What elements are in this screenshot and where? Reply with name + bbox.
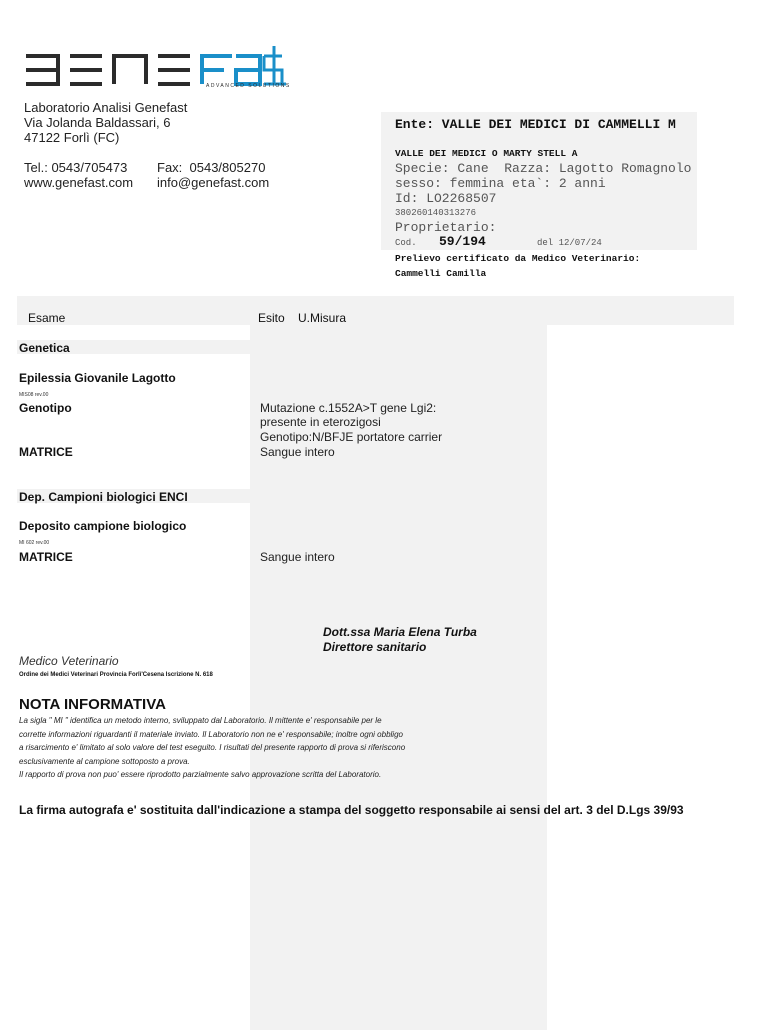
dog-id: Id: LO2268507 xyxy=(395,191,497,206)
table-header-band xyxy=(17,296,734,325)
col-exam-header: Esame xyxy=(28,311,66,325)
chip-number: 380260140313276 xyxy=(395,208,477,218)
sex-age: sesso: femmina eta`: 2 anni xyxy=(395,176,606,191)
lab-address: Via Jolanda Baldassari, 6 xyxy=(24,115,171,130)
note-line: corrette informazioni riguardanti il materiale inviato. Il Laboratorio non ne e' responsabile; inoltre ogni obbligo xyxy=(19,729,403,739)
signer-role: Direttore sanitario xyxy=(323,640,427,654)
note-line: a risarcimento e' limitato al solo valore del test eseguito. I risultati del presente rapporto di prova si riferiscono xyxy=(19,743,406,752)
lab-tel: Tel.: 0543/705473 xyxy=(24,160,128,175)
vet-title: Medico Veterinario xyxy=(19,654,119,668)
logo xyxy=(24,44,291,94)
report-date: del 12/07/24 xyxy=(537,238,602,248)
result-line: Mutazione c.1552A>T gene Lgi2: xyxy=(260,401,437,415)
result-line: presente in eterozigosi xyxy=(260,415,381,429)
dog-name: VALLE DEI MEDICI O MARTY STELL A xyxy=(395,148,578,159)
result-line: Sangue intero xyxy=(260,550,335,564)
method-code: MIS08 rev.00 xyxy=(19,392,49,398)
col-unit-header: U.Misura xyxy=(298,311,347,325)
lab-web: www.genefast.com xyxy=(24,175,134,190)
lab-email: info@genefast.com xyxy=(157,175,270,190)
section-heading-genetica: Genetica xyxy=(19,341,70,355)
note-line: Il rapporto di prova non puo' essere riprodotto parzialmente salvo approvazione scritta del Laboratorio. xyxy=(19,770,382,779)
col-result-header: Esito xyxy=(258,311,285,325)
lab-city: 47122 Forlì (FC) xyxy=(24,130,120,145)
signature-law-footer: La firma autografa e' sostituita dall'indicazione a stampa del soggetto responsabile ai sensi del art. 3 del D.Lgs 39/93 xyxy=(19,803,684,817)
result-line: Genotipo:N/BFJE portatore carrier xyxy=(260,430,443,444)
lab-fax: Fax: 0543/805270 xyxy=(157,160,266,175)
logo-subtitle: ADVANCED SOLUTIONS xyxy=(206,83,291,89)
result-line: Sangue intero xyxy=(260,445,335,459)
method-code: MI 602 rev.00 xyxy=(19,540,50,546)
ente-line: Ente: VALLE DEI MEDICI DI CAMMELLI M xyxy=(395,117,676,132)
test-name: Deposito campione biologico xyxy=(19,519,187,533)
row-label-matrice: MATRICE xyxy=(19,445,73,459)
sampling-line1: Prelievo certificato da Medico Veterinario: xyxy=(395,253,641,264)
row-label-matrice: MATRICE xyxy=(19,550,73,564)
test-name: Epilessia Giovanile Lagotto xyxy=(19,371,176,385)
sampling-line2: Cammelli Camilla xyxy=(395,268,487,279)
section-heading-enci: Dep. Campioni biologici ENCI xyxy=(19,490,188,504)
owner-label: Proprietario: xyxy=(395,220,497,235)
cod-label: Cod. xyxy=(395,238,417,248)
species-breed: Specie: Cane Razza: Lagotto Romagnolo xyxy=(395,161,692,176)
row-label-genotipo: Genotipo xyxy=(19,401,72,415)
note-line: esclusivamente al campione sottoposto a prova. xyxy=(19,756,190,766)
vet-registration: Ordine dei Medici Veterinari Provincia Forlì'Cesena Iscrizione N. 618 xyxy=(19,672,213,678)
note-title: NOTA INFORMATIVA xyxy=(19,696,166,713)
note-body xyxy=(19,714,405,782)
note-line: La sigla " MI " identifica un metodo interno, sviluppato dal Laboratorio. Il mittente e' responsabile per le xyxy=(19,716,382,725)
cod-value: 59/194 xyxy=(439,234,486,249)
lab-name: Laboratorio Analisi Genefast xyxy=(24,100,188,115)
signer-name: Dott.ssa Maria Elena Turba xyxy=(323,625,477,639)
